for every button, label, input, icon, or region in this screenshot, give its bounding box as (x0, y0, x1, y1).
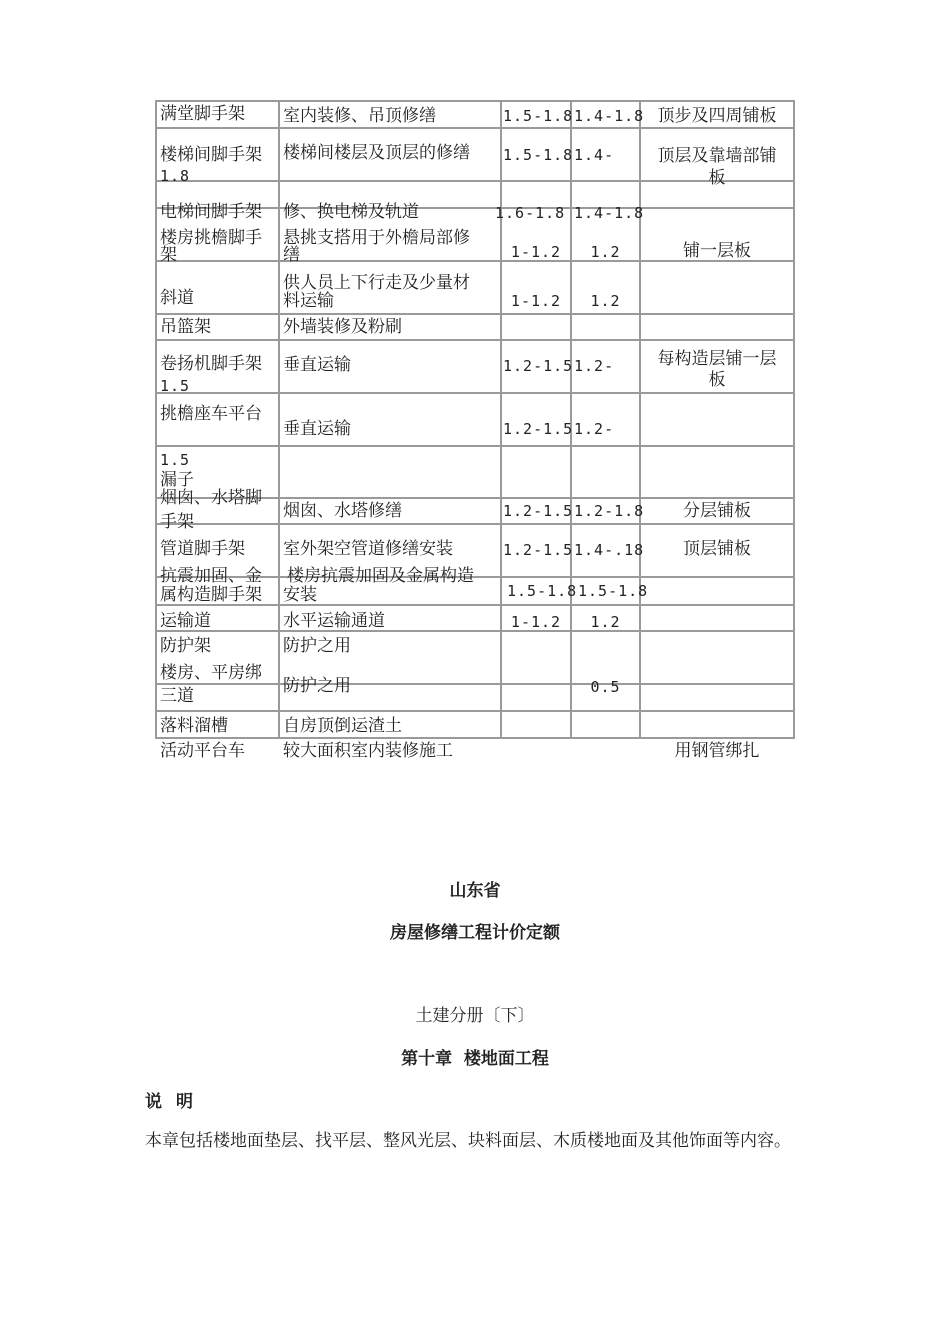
row-use: 供人员上下行走及少量材 (283, 273, 470, 293)
row-name: 斜道 (160, 288, 194, 308)
row-note: 用钢管绑扎 (674, 741, 760, 761)
row-width: 1.2-1.8 (574, 502, 645, 520)
row-use: 垂直运输 (283, 419, 351, 439)
row-use: 水平运输通道 (283, 611, 385, 631)
row-name-cont: 架 (160, 245, 177, 265)
row-use: 自房顶倒运渣土 (283, 716, 402, 736)
row-width: 1.4- (574, 146, 615, 164)
row-name: 1.5 (160, 451, 191, 469)
row-use-cont: 安装 (283, 585, 317, 605)
row-note: 铺一层板 (683, 241, 751, 261)
row-height: 1-1.2 (510, 613, 562, 631)
row-use-cont: 缮 (283, 245, 300, 265)
table-rule (155, 710, 795, 712)
table-rule (155, 737, 795, 739)
row-width: 0.5 (590, 678, 621, 696)
row-height: 1.5-1.8 (503, 107, 574, 125)
row-height: 1.5-1.8 (507, 582, 578, 600)
table-col-rule (278, 100, 280, 739)
table-col-rule (793, 100, 795, 739)
row-name: 活动平台车 (160, 741, 245, 761)
table-rule (155, 683, 795, 685)
table-rule (155, 523, 795, 525)
table-col-rule (500, 100, 502, 739)
row-note-cont: 板 (708, 168, 726, 188)
row-name-cont: 三道 (160, 686, 194, 706)
row-note-cont: 板 (708, 370, 726, 390)
row-height: 1.2-1.5 (503, 420, 574, 438)
table-rule (155, 630, 795, 632)
row-name: 楼房挑檐脚手 (160, 228, 262, 248)
table-rule (155, 100, 795, 102)
row-name: 吊篮架 (160, 317, 211, 337)
row-use: 垂直运输 (283, 355, 351, 375)
row-use: 烟囱、水塔修缮 (283, 501, 402, 521)
row-height: 1-1.2 (510, 243, 562, 261)
table-rule (155, 313, 795, 315)
row-width: 1.4-1.8 (574, 107, 645, 125)
volume-title: 土建分册〔下〕 (415, 1006, 535, 1026)
row-name-cont: 漏子 (160, 470, 194, 490)
table-rule (155, 445, 795, 447)
book-title: 房屋修缮工程计价定额 (390, 923, 560, 943)
row-name: 卷扬机脚手架 (160, 354, 262, 374)
row-note: 顶步及四周铺板 (657, 106, 777, 126)
row-width: 1.2- (574, 357, 615, 375)
table-col-rule (155, 100, 157, 739)
row-use-cont: 料运输 (283, 291, 334, 311)
row-name-cont: 1.8 (160, 167, 191, 185)
row-name-cont: 属构造脚手架 (160, 585, 262, 605)
row-height: 1.2-1.5 (503, 502, 574, 520)
table-rule (155, 127, 795, 129)
chapter-title: 第十章 楼地面工程 (401, 1049, 549, 1069)
row-name: 抗震加固、金 (160, 566, 262, 586)
table-col-rule (639, 100, 641, 739)
row-height: 1.6-1.8 (495, 204, 566, 222)
row-name-cont: 1.5 (160, 377, 191, 395)
row-name: 挑檐座车平台 (160, 404, 262, 424)
row-width: 1.2 (590, 243, 621, 261)
row-height: 1.5-1.8 (503, 146, 574, 164)
row-name: 楼房、平房绑 (160, 663, 262, 683)
row-width: 1.2- (574, 420, 615, 438)
table-rule (155, 392, 795, 394)
row-name: 管道脚手架 (160, 539, 245, 559)
row-name: 运输道 (160, 611, 211, 631)
row-width: 1.4-1.8 (574, 204, 645, 222)
row-name: 防护架 (160, 636, 211, 656)
row-use: 外墙装修及粉刷 (283, 317, 402, 337)
row-note: 顶层铺板 (683, 539, 751, 559)
province-heading: 山东省 (449, 881, 501, 901)
row-use: 修、换电梯及轨道 (283, 202, 419, 222)
row-height: 1.2-1.5 (503, 541, 574, 559)
row-name: 满堂脚手架 (160, 104, 245, 124)
row-note: 每构造层铺一层 (657, 349, 777, 369)
row-use: 室外架空管道修缮安装 (283, 539, 453, 559)
row-use: 防护之用 (283, 676, 351, 696)
row-name: 烟囱、水塔脚 (160, 488, 262, 508)
row-use: 楼梯间楼层及顶层的修缮 (283, 143, 470, 163)
section-title: 说明 (145, 1092, 207, 1112)
row-use: 悬挑支搭用于外檐局部修 (283, 228, 470, 248)
row-height: 1-1.2 (510, 292, 562, 310)
row-note: 分层铺板 (683, 501, 751, 521)
row-name: 楼梯间脚手架 (160, 145, 262, 165)
row-name: 电梯间脚手架 (160, 202, 262, 222)
row-use: 防护之用 (283, 636, 351, 656)
intro-paragraph: 本章包括楼地面垫层、找平层、整风光层、块料面层、木质楼地面及其他饰面等内容。 (145, 1131, 791, 1151)
row-note: 顶层及靠墙部铺 (657, 146, 777, 166)
row-height: 1.2-1.5 (503, 357, 574, 375)
row-name-cont: 手架 (160, 512, 194, 532)
row-use: 楼房抗震加固及金属构造 (287, 566, 474, 586)
row-use: 较大面积室内装修施工 (283, 741, 453, 761)
row-width: 1.5-1.8 (578, 582, 649, 600)
row-name: 落料溜槽 (160, 716, 228, 736)
table-rule (155, 339, 795, 341)
row-width: 1.2 (590, 292, 621, 310)
row-use: 室内装修、吊顶修缮 (283, 106, 436, 126)
row-width: 1.4-.18 (574, 541, 645, 559)
row-width: 1.2 (590, 613, 621, 631)
